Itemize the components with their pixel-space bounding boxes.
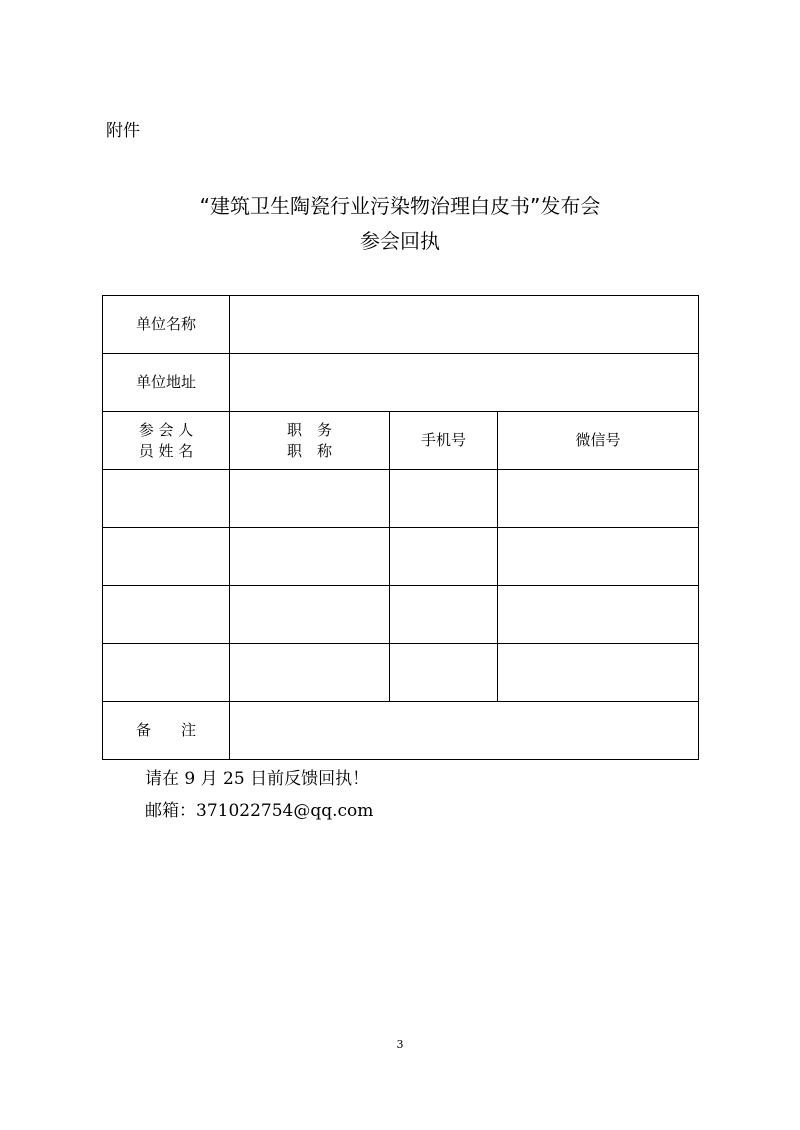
attendee-wechat-cell[interactable]: [498, 528, 699, 586]
attendee-mobile-cell[interactable]: [390, 586, 498, 644]
wechat-header: 微信号: [498, 412, 699, 470]
remarks-label: 备 注: [103, 702, 230, 760]
attendee-name-cell[interactable]: [103, 528, 230, 586]
document-title: “建筑卫生陶瓷行业污染物治理白皮书”发布会: [199, 194, 601, 218]
attendee-position-cell[interactable]: [230, 470, 390, 528]
attendee-name-cell[interactable]: [103, 470, 230, 528]
unit-name-label: 单位名称: [103, 296, 230, 354]
unit-name-field[interactable]: [230, 296, 699, 354]
attendee-name-header-line1: 参 会 人: [138, 420, 194, 439]
registration-form-table: [102, 295, 699, 760]
attendee-name-cell[interactable]: [103, 586, 230, 644]
remarks-field[interactable]: [230, 702, 699, 760]
deadline-note: 请在 9 月 25 日前反馈回执！: [145, 769, 370, 789]
attendee-wechat-cell[interactable]: [498, 586, 699, 644]
attendee-mobile-cell[interactable]: [390, 470, 498, 528]
position-title-header: [230, 412, 390, 470]
attendee-name-cell[interactable]: [103, 644, 230, 702]
attendee-wechat-cell[interactable]: [498, 644, 699, 702]
contact-email: 邮箱：371022754@qq.com: [145, 801, 374, 821]
mobile-header: 手机号: [390, 412, 498, 470]
attendee-row: [103, 528, 699, 586]
attendee-row: [103, 470, 699, 528]
attendee-name-header-line2: 员 姓 名: [138, 441, 194, 460]
attendee-position-cell[interactable]: [230, 586, 390, 644]
unit-name-row: [103, 296, 699, 354]
column-header-row: [103, 412, 699, 470]
attendee-name-header: [103, 412, 230, 470]
attendee-row: [103, 644, 699, 702]
unit-address-row: [103, 354, 699, 412]
position-header-line2: 职 称: [286, 441, 332, 460]
remarks-row: [103, 702, 699, 760]
attendee-mobile-cell[interactable]: [390, 644, 498, 702]
attendee-row: [103, 586, 699, 644]
attachment-label: 附件: [106, 121, 140, 141]
position-header-line1: 职 务: [286, 420, 332, 439]
attendee-position-cell[interactable]: [230, 528, 390, 586]
attendee-position-cell[interactable]: [230, 644, 390, 702]
unit-address-label: 单位地址: [103, 354, 230, 412]
document-subtitle: 参会回执: [360, 229, 440, 253]
attendee-mobile-cell[interactable]: [390, 528, 498, 586]
page-number: 3: [396, 1038, 404, 1051]
unit-address-field[interactable]: [230, 354, 699, 412]
attendee-wechat-cell[interactable]: [498, 470, 699, 528]
